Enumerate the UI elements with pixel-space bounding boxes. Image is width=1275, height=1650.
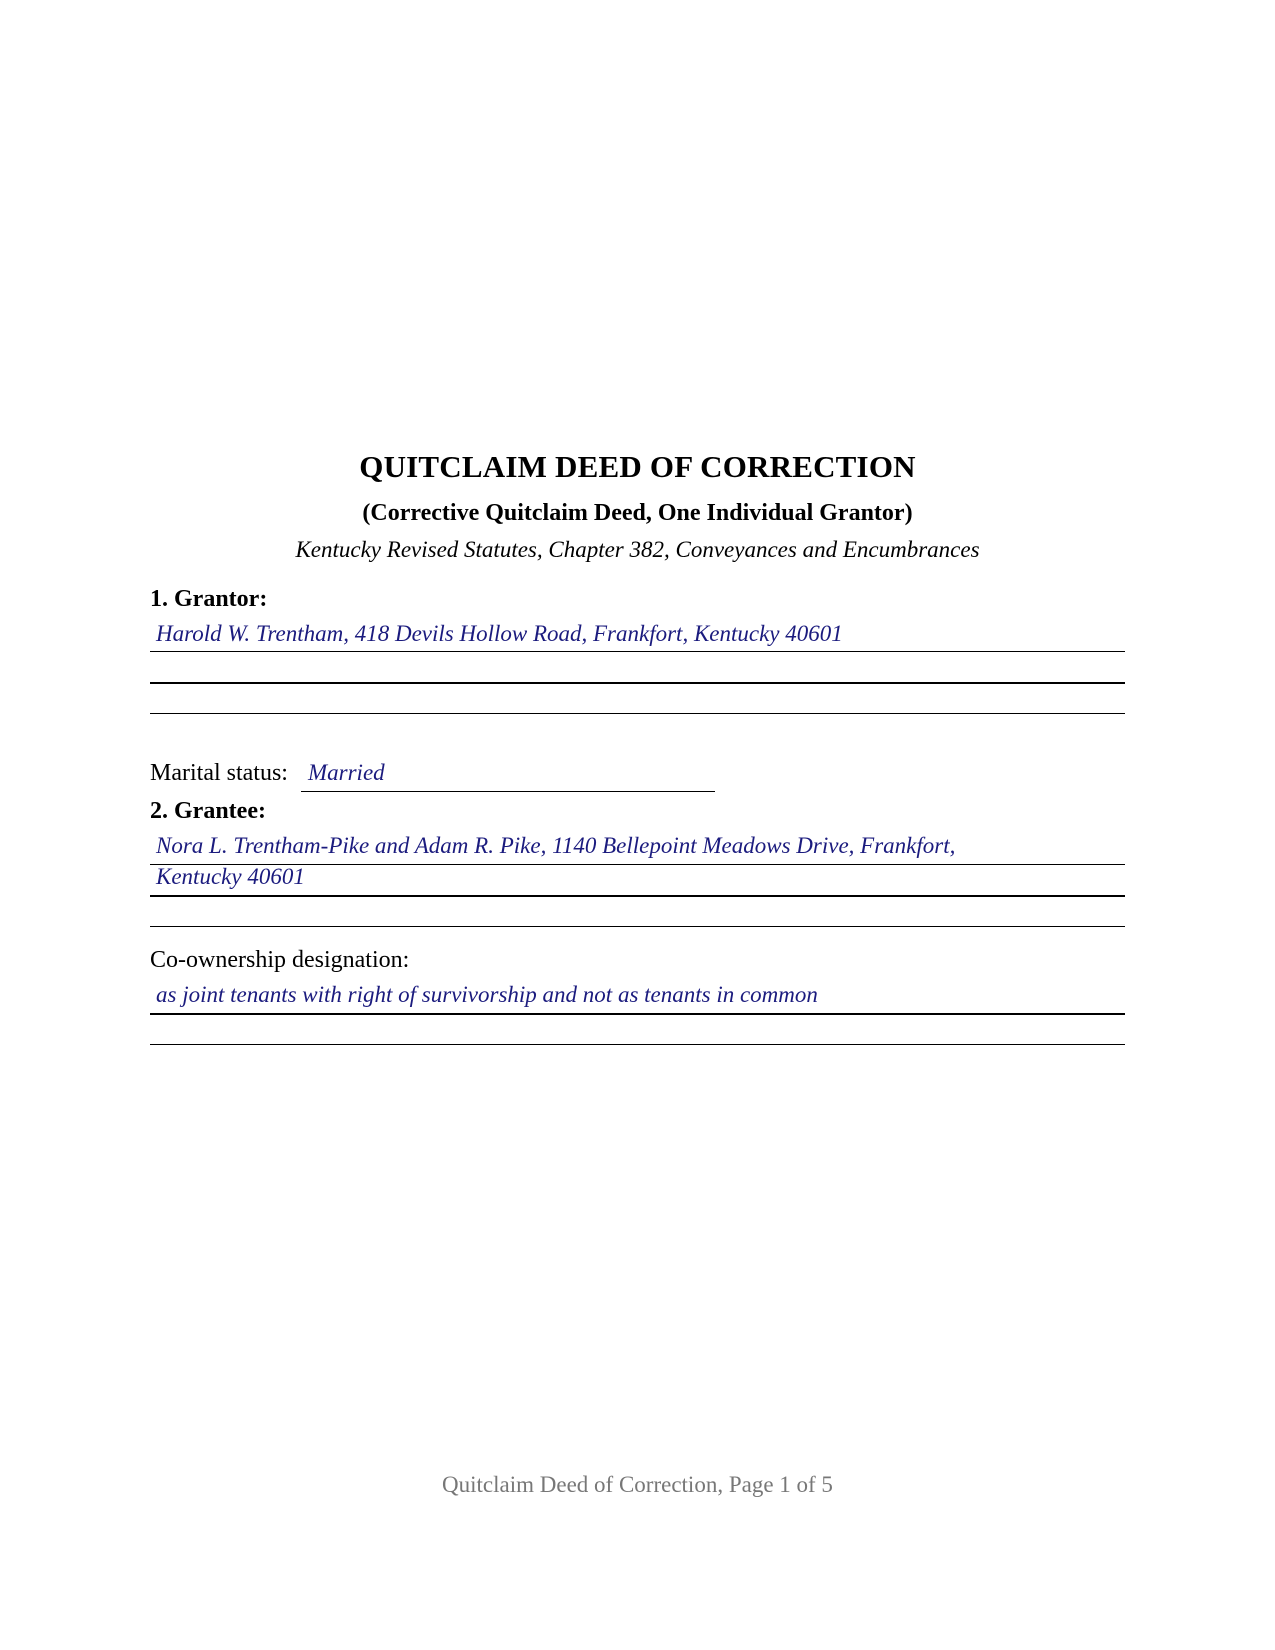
grantor-line-1 [150, 651, 1125, 652]
grantee-field-line-1[interactable]: Nora L. Trentham-Pike and Adam R. Pike, 1140 Bellepoint Meadows Drive, Frankfort, [156, 833, 956, 858]
marital-status-line [301, 791, 715, 792]
grantee-line-3 [150, 926, 1125, 927]
grantee-line-2 [150, 895, 1125, 897]
coownership-label: Co-ownership designation: [150, 947, 410, 973]
grantor-line-2 [150, 682, 1125, 684]
document-subtitle: (Corrective Quitclaim Deed, One Individual Grantor) [362, 500, 913, 526]
coownership-field[interactable]: as joint tenants with right of survivorship and not as tenants in common [156, 982, 818, 1007]
grantee-field-line-2[interactable]: Kentucky 40601 [156, 864, 305, 889]
statute-reference: Kentucky Revised Statutes, Chapter 382, Conveyances and Encumbrances [295, 537, 980, 562]
marital-status-field[interactable]: Married [308, 760, 385, 785]
page-footer: Quitclaim Deed of Correction, Page 1 of 5 [442, 1472, 833, 1497]
grantor-heading: 1. Grantor: [150, 586, 268, 612]
document-title: QUITCLAIM DEED OF CORRECTION [359, 449, 916, 484]
coownership-line-1 [150, 1013, 1125, 1015]
marital-status-label: Marital status: [150, 760, 288, 786]
grantee-heading: 2. Grantee: [150, 798, 266, 824]
grantor-field[interactable]: Harold W. Trentham, 418 Devils Hollow Road, Frankfort, Kentucky 40601 [156, 621, 843, 646]
grantor-line-3 [150, 713, 1125, 714]
coownership-line-2 [150, 1044, 1125, 1045]
